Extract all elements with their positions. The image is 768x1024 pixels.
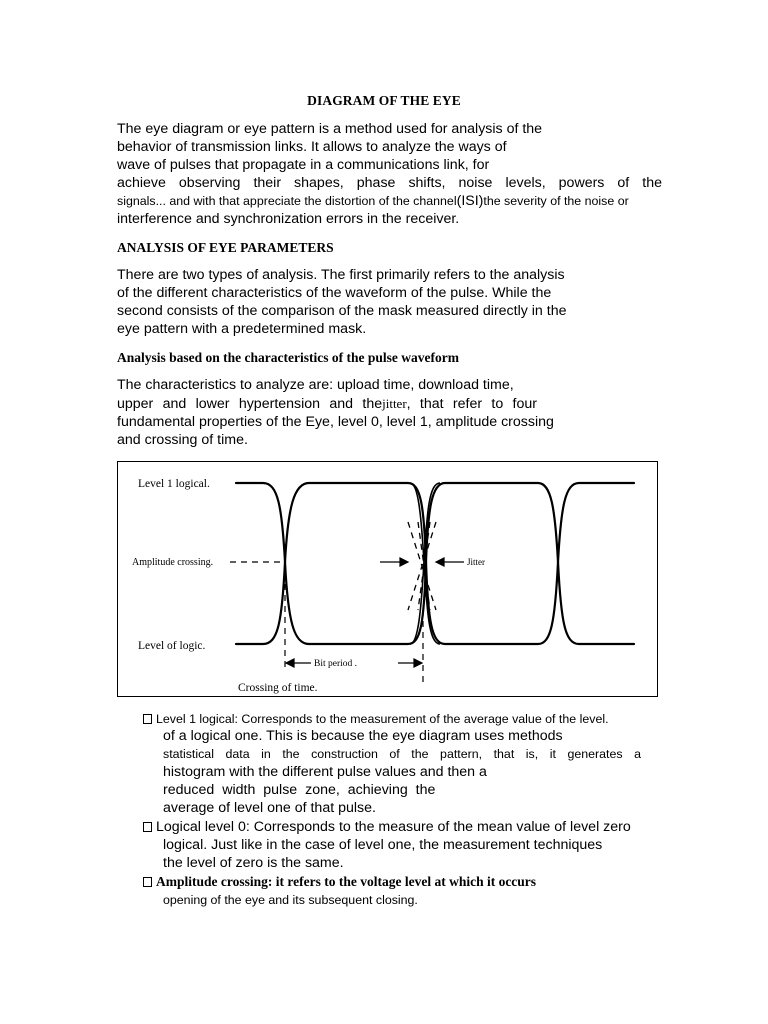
characteristics-jitter: jitter	[382, 396, 407, 411]
jitter-arrowhead-left	[400, 558, 408, 566]
bullet-2-line-3: the level of zero is the same.	[163, 855, 344, 871]
bullet-1-head	[143, 711, 609, 727]
bullet-3-head	[143, 874, 536, 890]
heading-analysis: ANALYSIS OF EYE PARAMETERS	[117, 240, 334, 255]
intro-line-5b: (ISI)	[456, 193, 484, 209]
analysis-line-3: second consists of the comparison of the mask measured directly in the	[117, 303, 567, 319]
label-level1: Level 1 logical.	[138, 478, 210, 490]
label-bit-period: Bit period .	[314, 659, 358, 669]
characteristics-line-3: fundamental properties of the Eye, level 0, level 1, amplitude crossing	[117, 414, 554, 430]
bullet-2-head	[143, 819, 631, 836]
intro-line-5	[117, 193, 629, 210]
bullet-box-icon	[143, 822, 152, 832]
page-title: DIAGRAM OF THE EYE	[307, 93, 461, 108]
level0-rail	[236, 483, 634, 644]
characteristics-line-2c: , that refer to four	[406, 396, 538, 412]
bullet-1-line-6: average of level one of that pulse.	[163, 800, 376, 816]
analysis-line-4: eye pattern with a predetermined mask.	[117, 321, 367, 337]
level1-rail	[236, 483, 634, 644]
label-amplitude: Amplitude crossing.	[132, 557, 214, 568]
label-level0: Level of logic.	[138, 640, 206, 652]
intro-line-5c: the severity of the noise or	[483, 194, 629, 208]
bullet-1-line-2: of a logical one. This is because the eye diagram uses methods	[163, 728, 563, 744]
label-crossing-time: Crossing of time.	[238, 682, 318, 694]
bullet-2-line-2: logical. Just like in the case of level one, the measurement techniques	[163, 837, 603, 853]
bullet-box-icon	[143, 714, 152, 724]
bullet-box-icon	[143, 877, 152, 887]
bullet-3-line-2: opening of the eye and its subsequent closing.	[163, 893, 418, 907]
intro-line-2: behavior of transmission links. It allows to analyze the ways of	[117, 139, 507, 155]
characteristics-line-2a: upper and lower hypertension and the	[117, 396, 383, 412]
bullet-1-line-4: histogram with the different pulse values and then a	[163, 764, 487, 780]
bullet-1-line-5: reduced width pulse zone, achieving the	[163, 782, 436, 798]
intro-line-6: interference and synchronization errors in the receiver.	[117, 211, 460, 227]
bit-period-arrowhead-left	[286, 659, 294, 667]
label-jitter: Jitter	[467, 557, 485, 567]
bullet-2-text: Logical level 0: Corresponds to the measure of the mean value of level zero	[156, 819, 631, 835]
eye-diagram-svg	[118, 462, 659, 698]
bullet-1-text: Level 1 logical: Corresponds to the measurement of the average value of the level.	[156, 712, 609, 726]
characteristics-line-2	[117, 395, 537, 413]
characteristics-line-4: and crossing of time.	[117, 432, 248, 448]
heading-waveform: Analysis based on the characteristics of the pulse waveform	[117, 350, 459, 365]
intro-line-4: achieve observing their shapes, phase shifts, noise levels, powers of the	[117, 175, 662, 191]
characteristics-line-1: The characteristics to analyze are: upload time, download time,	[117, 377, 514, 393]
eye-diagram-figure	[117, 461, 658, 697]
analysis-line-2: of the different characteristics of the waveform of the pulse. While the	[117, 285, 552, 301]
bullet-1-line-3: statistical data in the construction of the pattern, that is, it generates a	[163, 747, 641, 761]
analysis-line-1: There are two types of analysis. The first primarily refers to the analysis	[117, 267, 565, 283]
bit-period-arrowhead-right	[414, 659, 422, 667]
bullet-3-text: Amplitude crossing: it refers to the voltage level at which it occurs	[156, 874, 537, 889]
intro-line-3: wave of pulses that propagate in a communications link, for	[117, 157, 490, 173]
jitter-arrowhead-right	[436, 558, 444, 566]
intro-line-5a: signals... and with that appreciate the distortion of the channel	[117, 194, 457, 208]
intro-line-1: The eye diagram or eye pattern is a method used for analysis of the	[117, 121, 543, 137]
